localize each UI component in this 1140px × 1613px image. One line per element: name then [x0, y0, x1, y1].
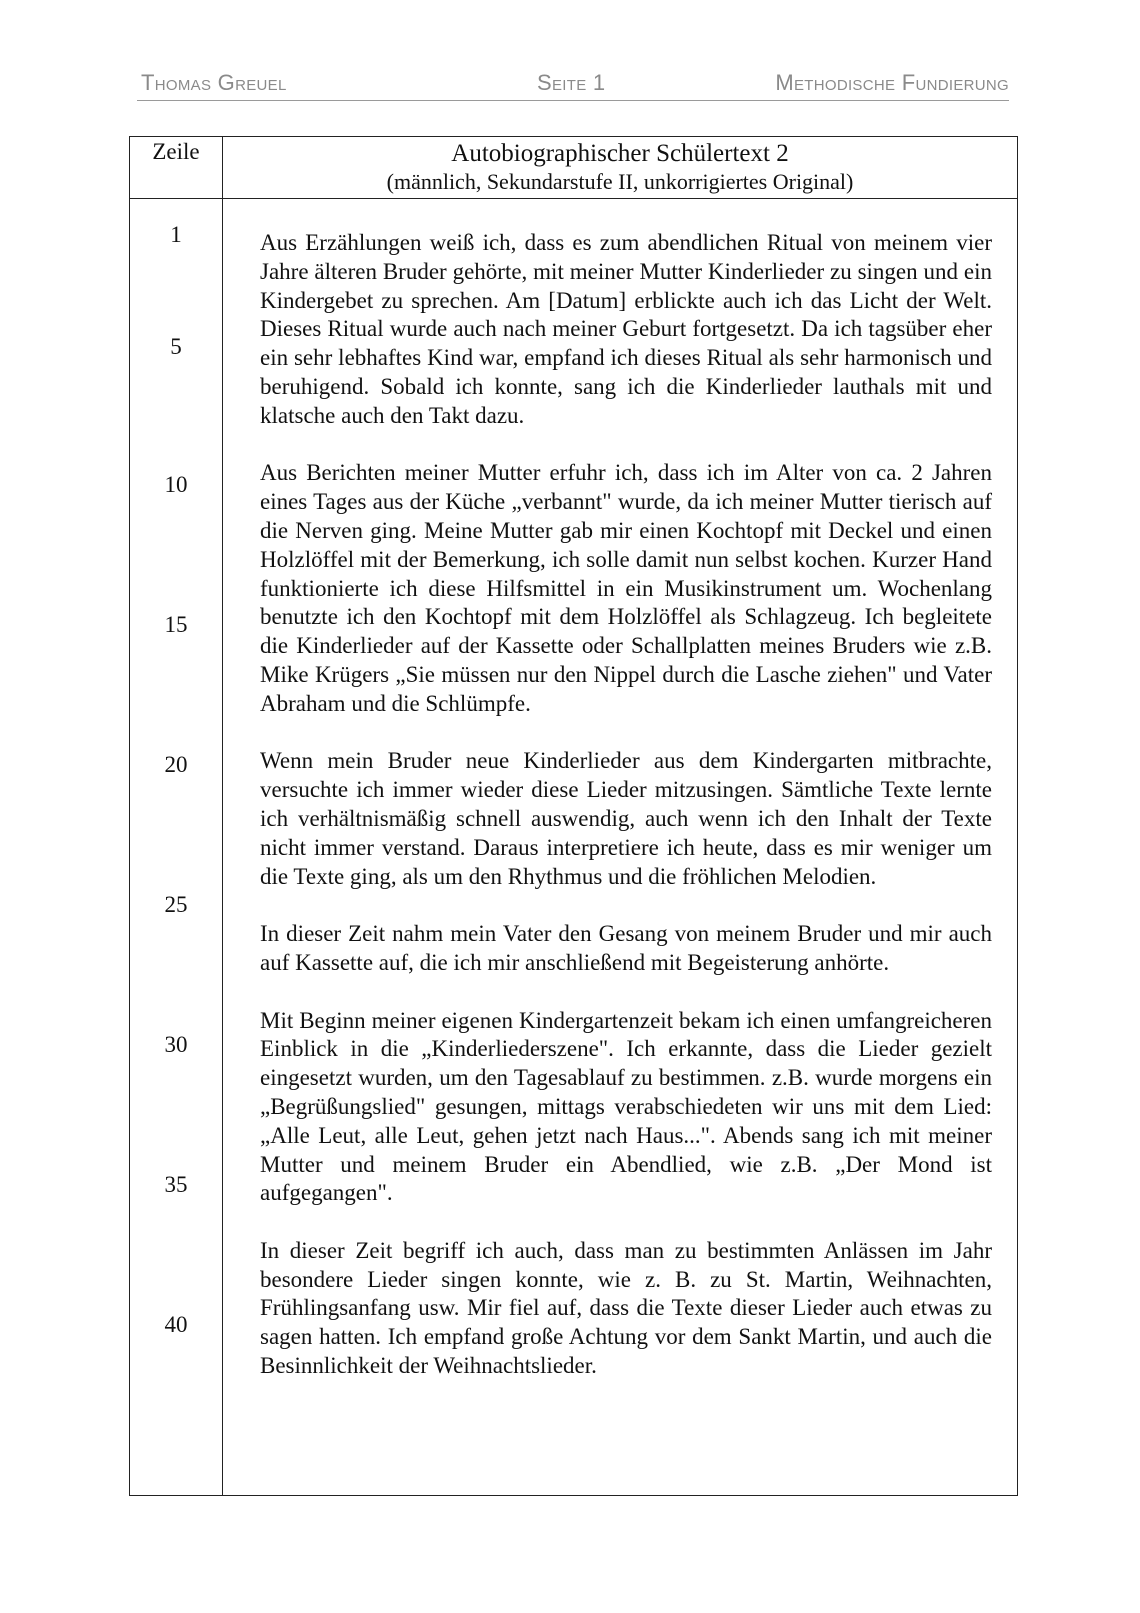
line-number: 10: [164, 472, 188, 497]
line-number: 40: [164, 1312, 188, 1337]
line-number: 35: [164, 1172, 188, 1197]
table-title: Autobiographischer Schülertext 2: [451, 140, 789, 167]
header-section-title: Methodische Fundierung: [775, 70, 1009, 95]
paragraph: Wenn mein Bruder neue Kinderlieder aus dem Kindergarten mitbrachte, versuchte ich immer wieder diese Lieder mitzusingen. Sämtliche Texte lernte ich verhältnismäßig schnell auswendig, auch wenn ich den Inhalt der Texte nicht immer verstand. Daraus interpretiere ich heute, dass es mir weniger um die Texte ging, als um den Rhythmus und die fröhlichen Melodien.: [260, 748, 992, 889]
line-column-label: Zeile: [152, 139, 200, 164]
line-number: 1: [170, 222, 182, 247]
transcript-table: [129, 136, 1018, 1496]
header-author: Thomas Greuel: [141, 70, 287, 95]
line-number: 30: [164, 1032, 188, 1057]
paragraph: Mit Beginn meiner eigenen Kindergartenzeit bekam ich einen umfangreicheren Einblick in die „Kinderliederszene". Ich erkannte, dass die Lieder gezielt eingesetzt wurden, um den Tagesablauf zu bestimmen. z.B. wurde morgens ein „Begrüßungslied" gesungen, mittags verabschiedeten wir uns mit dem Lied: „Alle Leut, alle Leut, gehen jetzt nach Haus...". Abends sang ich mit meiner Mutter und meinem Bruder ein Abendlied, wie z.B. „Der Mond ist aufgegangen".: [260, 1007, 992, 1206]
column-divider: [222, 137, 223, 1495]
line-number: 5: [170, 334, 182, 359]
paragraph: In dieser Zeit begriff ich auch, dass man zu bestimmten Anlässen im Jahr besondere Lieder singen konnte, wie z. B. zu St. Martin, Weihnachten, Frühlingsanfang usw. Mir fiel auf, dass die Texte dieser Lieder auch etwas zu sagen hatten. Ich empfand große Achtung vor dem Sankt Martin, und auch die Besinnlichkeit der Weihnachtslieder.: [260, 1237, 992, 1379]
transcript-text: [260, 229, 992, 1410]
paragraph: Aus Erzählungen weiß ich, dass es zum abendlichen Ritual von meinem vier Jahre älteren Bruder gehörte, mit meiner Mutter Kinderlieder zu singen und ein Kindergebet zu sprechen. Am [Datum] erblickte auch ich das Licht der Welt. Dieses Ritual wurde auch nach meiner Geburt fortgesetzt. Da ich tagsüber eher ein sehr lebhaftes Kind war, empfand ich dieses Ritual als sehr harmonisch und beruhigend. Sobald ich konnte, sang ich die Kinderlieder lauthals mit und klatsche auch den Takt dazu.: [260, 230, 992, 428]
header-row-divider: [130, 198, 1017, 199]
table-subtitle: (männlich, Sekundarstufe II, unkorrigiertes Original): [386, 169, 854, 194]
line-number: 15: [164, 612, 188, 637]
paragraph: Aus Berichten meiner Mutter erfuhr ich, dass ich im Alter von ca. 2 Jahren eines Tages aus der Küche „verbannt" wurde, da ich meiner Mutter tierisch auf die Nerven ging. Meine Mutter gab mir einen Kochtopf mit Deckel und einen Holzlöffel mit der Bemerkung, ich solle damit nun selbst kochen. Kurzer Hand funktionierte ich diese Hilfsmittel in ein Musikinstrument um. Wochenlang benutzte ich den Kochtopf mit dem Holzlöffel als Schlagzeug. Ich begleitete die Kinderlieder auf der Kassette oder Schallplatten meines Bruders wie z.B. Mike Krügers „Sie müssen nur den Nippel durch die Lasche ziehen" und Vater Abraham und die Schlümpfe.: [260, 460, 992, 716]
header-page-number: Seite 1: [537, 70, 606, 95]
line-number: 20: [164, 752, 188, 777]
paragraph: In dieser Zeit nahm mein Vater den Gesang von meinem Bruder und mir auch auf Kassette auf, die ich mir anschließend mit Begeisterung anhörte.: [260, 921, 992, 975]
running-header: [137, 70, 1009, 101]
line-number: 25: [164, 892, 188, 917]
